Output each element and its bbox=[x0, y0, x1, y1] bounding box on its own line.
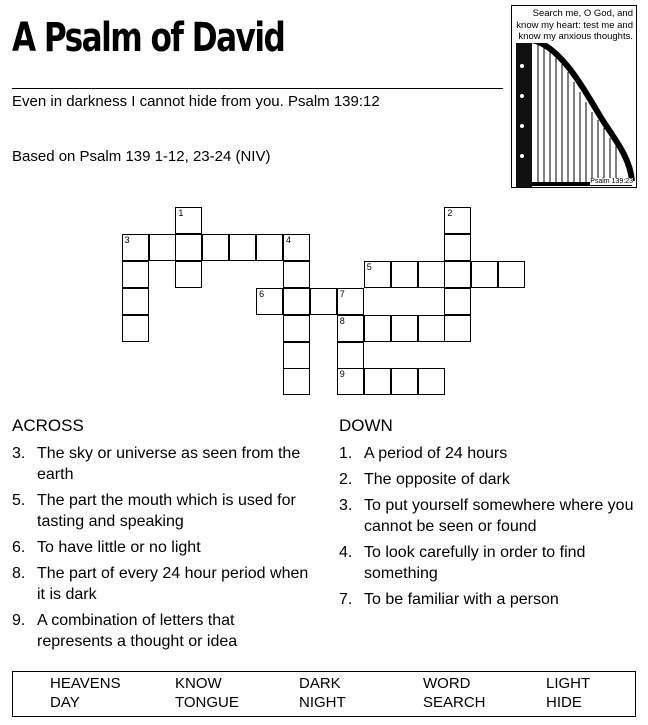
clue-number-label: 7. bbox=[339, 591, 353, 608]
crossword-cell[interactable] bbox=[444, 261, 471, 288]
crossword-cell[interactable] bbox=[175, 207, 202, 234]
clue-number: 1 bbox=[178, 208, 184, 218]
word-bank-item: LIGHT bbox=[546, 675, 591, 692]
clue-number-label: 1. bbox=[339, 445, 353, 462]
crossword-cell[interactable] bbox=[283, 368, 310, 395]
word-bank-item: KNOW bbox=[175, 675, 222, 692]
page-title: A Psalm of David bbox=[12, 15, 285, 61]
word-bank bbox=[12, 671, 636, 717]
word-bank-item: DAY bbox=[50, 694, 80, 711]
crossword-cell[interactable] bbox=[122, 288, 149, 315]
crossword-cell[interactable] bbox=[202, 234, 229, 261]
crossword-cell[interactable] bbox=[364, 315, 391, 342]
crossword-cell[interactable] bbox=[498, 261, 525, 288]
across-heading: ACROSS bbox=[12, 416, 84, 435]
crossword-cell[interactable] bbox=[229, 234, 256, 261]
crossword-cell[interactable] bbox=[283, 234, 310, 261]
clue-number-label: 3. bbox=[12, 445, 26, 462]
crossword-cell[interactable] bbox=[337, 288, 364, 315]
clue-number: 4 bbox=[286, 234, 292, 245]
clue-number-label: 9. bbox=[12, 612, 26, 629]
down-clue bbox=[339, 495, 639, 537]
clue-number-label: 2. bbox=[339, 471, 353, 488]
crossword-cell[interactable] bbox=[122, 234, 149, 261]
clue-text: To be familiar with a person bbox=[364, 591, 559, 608]
clue-number: 6 bbox=[259, 288, 265, 299]
across-clue bbox=[12, 490, 312, 532]
across-clue bbox=[12, 563, 312, 605]
crossword-cell[interactable] bbox=[337, 315, 364, 342]
clue-number: 3 bbox=[124, 234, 130, 245]
crossword-cell[interactable] bbox=[175, 234, 202, 261]
clue-number-label: 3. bbox=[339, 497, 353, 514]
word-bank-item: HEAVENS bbox=[50, 675, 121, 692]
crossword-cell[interactable] bbox=[337, 342, 364, 369]
crossword-cell[interactable] bbox=[364, 261, 391, 288]
crossword-cell[interactable] bbox=[122, 315, 149, 342]
crossword-cell[interactable] bbox=[283, 342, 310, 369]
based-on-text: Based on Psalm 139 1-12, 23-24 (NIV) bbox=[12, 148, 271, 165]
crossword-cell[interactable] bbox=[418, 368, 445, 395]
clue-text: A period of 24 hours bbox=[364, 445, 508, 462]
crossword-cell[interactable] bbox=[444, 207, 471, 234]
word-bank-item: SEARCH bbox=[423, 694, 486, 711]
down-clue bbox=[339, 542, 639, 584]
clue-number: 8 bbox=[339, 315, 345, 326]
clue-number-label: 8. bbox=[12, 565, 26, 582]
down-clue bbox=[339, 589, 639, 610]
down-clue bbox=[339, 469, 639, 490]
clue-text: The part the mouth which is used for tasting and speaking bbox=[37, 492, 296, 530]
crossword-cell[interactable] bbox=[444, 288, 471, 315]
clue-text: A combination of letters that represents a thought or idea bbox=[37, 612, 238, 650]
clue-text: The part of every 24 hour period when it is dark bbox=[37, 565, 309, 603]
crossword-cell[interactable] bbox=[149, 234, 176, 261]
across-clue bbox=[12, 443, 312, 485]
clue-number: 9 bbox=[339, 369, 345, 380]
crossword-cell[interactable] bbox=[256, 288, 283, 315]
across-clue bbox=[12, 610, 312, 652]
clue-number-label: 6. bbox=[12, 539, 26, 556]
title-divider bbox=[12, 88, 503, 89]
harp-artwork bbox=[511, 5, 637, 188]
across-clue bbox=[12, 537, 312, 558]
clue-text: The opposite of dark bbox=[364, 471, 510, 488]
crossword-cell[interactable] bbox=[175, 261, 202, 288]
clue-text: To have little or no light bbox=[37, 539, 201, 556]
crossword-cell[interactable] bbox=[444, 315, 471, 342]
clue-number-label: 5. bbox=[12, 492, 26, 509]
word-bank-item: NIGHT bbox=[299, 694, 346, 711]
artwork-quote: Search me, O God, and know my heart: test me and know my anxious thoughts. bbox=[516, 8, 633, 42]
crossword-cell[interactable] bbox=[418, 315, 445, 342]
crossword-cell[interactable] bbox=[122, 261, 149, 288]
clue-number: 7 bbox=[339, 288, 345, 299]
subtitle: Even in darkness I cannot hide from you. Psalm 139:12 bbox=[12, 93, 380, 110]
crossword-cell[interactable] bbox=[283, 315, 310, 342]
crossword-cell[interactable] bbox=[337, 368, 364, 395]
clue-number: 2 bbox=[447, 208, 453, 218]
word-bank-item: HIDE bbox=[546, 694, 582, 711]
crossword-cell[interactable] bbox=[283, 261, 310, 288]
word-bank-item: TONGUE bbox=[175, 694, 239, 711]
crossword-cell[interactable] bbox=[283, 288, 310, 315]
word-bank-item: WORD bbox=[423, 675, 471, 692]
artwork-reference: Psalm 139:23 bbox=[590, 178, 633, 185]
clue-text: To look carefully in order to find something bbox=[364, 544, 586, 582]
crossword-cell[interactable] bbox=[364, 368, 391, 395]
down-clue-list bbox=[339, 443, 639, 615]
down-clue bbox=[339, 443, 639, 464]
crossword-cell[interactable] bbox=[310, 288, 337, 315]
down-heading: DOWN bbox=[339, 416, 393, 435]
crossword-cell[interactable] bbox=[256, 234, 283, 261]
crossword-cell[interactable] bbox=[471, 261, 498, 288]
crossword-cell[interactable] bbox=[391, 315, 418, 342]
crossword-cell[interactable] bbox=[391, 368, 418, 395]
crossword-cell[interactable] bbox=[444, 234, 471, 261]
clue-number: 5 bbox=[366, 261, 372, 272]
clue-text: The sky or universe as seen from the earth bbox=[37, 445, 301, 483]
crossword-cell[interactable] bbox=[418, 261, 445, 288]
crossword-cell[interactable] bbox=[391, 261, 418, 288]
clue-number-label: 4. bbox=[339, 544, 353, 561]
word-bank-item: DARK bbox=[299, 675, 341, 692]
across-clue-list bbox=[12, 443, 312, 657]
clue-text: To put yourself somewhere where you cannot be seen or found bbox=[364, 497, 634, 535]
